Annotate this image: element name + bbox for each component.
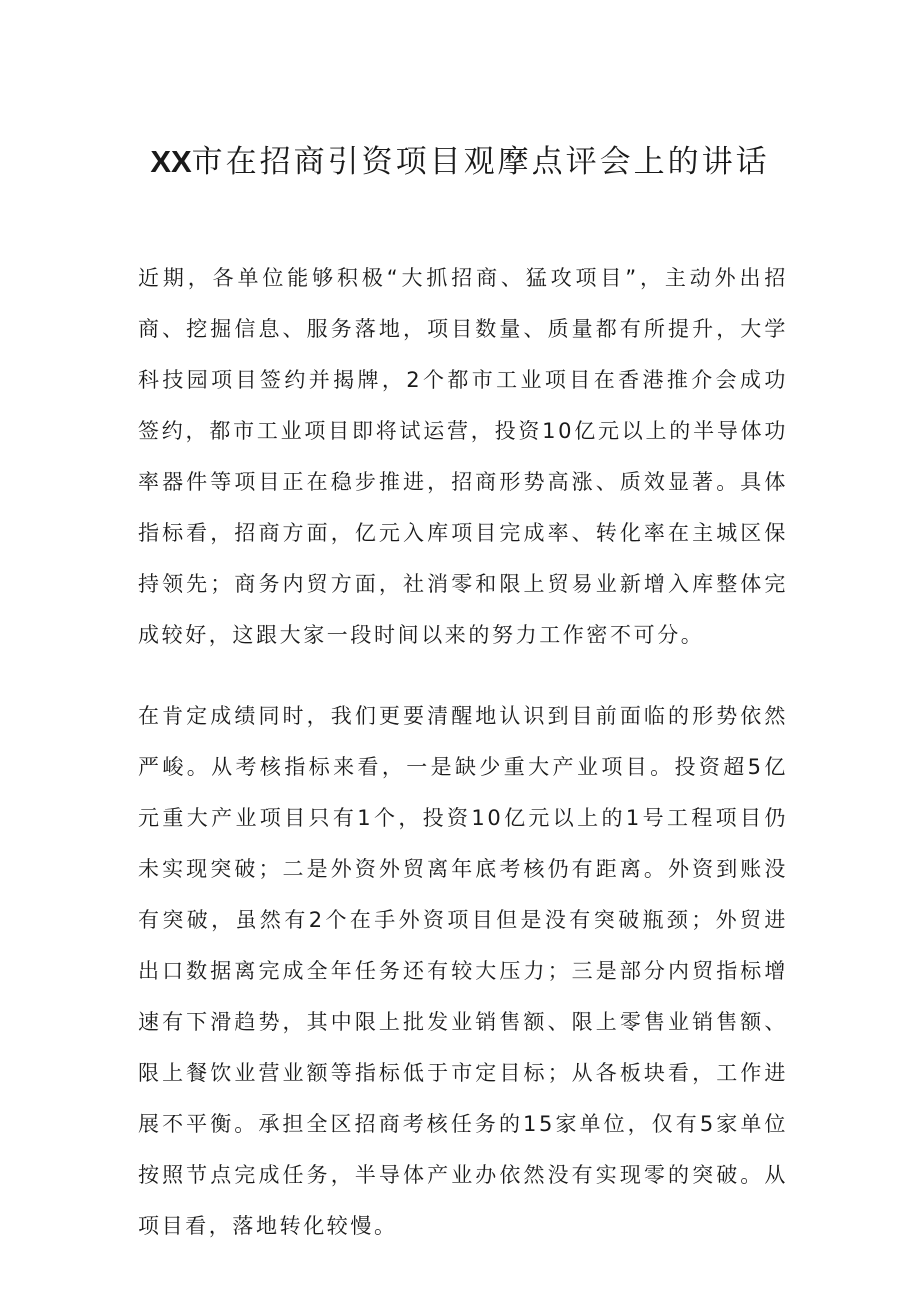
paragraph-2: 在肯定成绩同时，我们更要清醒地认识到目前面临的形势依然严峻。从考核指标来看，一是缺少重大产业项目。投资超5亿元重大产业项目只有1个，投资10亿元以上的1号工程项目仍未实现突破；二是外资外贸离年底考核仍有距离。外资到账没有突破，虽然有2个在手外资项目但是没有突破瓶颈；外贸进出口数据离完成全年任务还有较大压力；三是部分内贸指标增速有下滑趋势，其中限上批发业销售额、限上零售业销售额、限上餐饮业营业额等指标低于市定目标；从各板块看，工作进展不平衡。承担全区招商考核任务的15家单位，仅有5家单位按照节点完成任务，半导体产业办依然没有实现零的突破。从项目看，落地转化较慢。 [138, 704, 788, 1238]
document-title [0, 140, 920, 184]
title-prefix: XX [150, 144, 192, 179]
title-text: 市在招商引资项目观摩点评会上的讲话 [191, 144, 770, 180]
paragraph-1: 近期，各单位能够积极“大抓招商、猛攻项目”，主动外出招商、挖掘信息、服务落地，项目数量、质量都有所提升，大学科技园项目签约并揭牌，2个都市工业项目在香港推介会成功签约，都市工业项目即将试运营，投资10亿元以上的半导体功率器件等项目正在稳步推进，招商形势高涨、质效显著。具体指标看，招商方面，亿元入库项目完成率、转化率在主城区保持领先；商务内贸方面，社消零和限上贸易业新增入库整体完成较好，这跟大家一段时间以来的努力工作密不可分。 [138, 266, 788, 647]
